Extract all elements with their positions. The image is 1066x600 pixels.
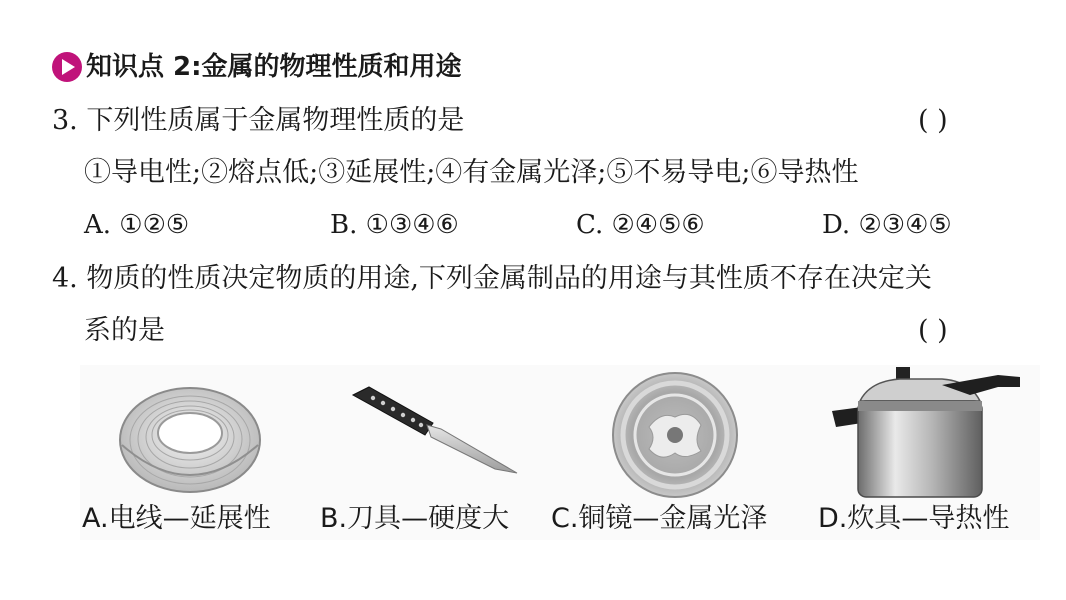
- q4-answer-paren: ( ): [918, 315, 948, 346]
- q3-option-b: B. ①③④⑥: [330, 210, 459, 240]
- q4-caption-a: A.电线—延展性: [82, 503, 271, 534]
- q3-option-c: C. ②④⑤⑥: [576, 210, 705, 240]
- q4-stem-line1: 4. 物质的性质决定物质的用途,下列金属制品的用途与其性质不存在决定关: [52, 263, 932, 294]
- bronze-mirror-icon: [605, 365, 745, 505]
- section-heading: [52, 50, 462, 84]
- pressure-cooker-icon: [830, 365, 1030, 505]
- play-icon: [52, 52, 82, 82]
- q3-option-d: D. ②③④⑤: [822, 210, 952, 240]
- wire-coil-icon: [110, 365, 270, 505]
- section-heading-text: 知识点 2:金属的物理性质和用途: [86, 52, 462, 82]
- folding-knife-icon: [345, 365, 525, 505]
- q4-caption-c: C.铜镜—金属光泽: [551, 503, 768, 534]
- q4-stem-line2: 系的是: [84, 315, 165, 346]
- q4-caption-b: B.刀具—硬度大: [320, 503, 510, 534]
- q3-properties: ①导电性;②熔点低;③延展性;④有金属光泽;⑤不易导电;⑥导热性: [84, 157, 859, 188]
- q3-answer-paren: ( ): [918, 105, 948, 136]
- q4-caption-d: D.炊具—导热性: [818, 503, 1010, 534]
- q3-option-a: A. ①②⑤: [84, 210, 190, 240]
- q3-stem: 3. 下列性质属于金属物理性质的是: [52, 105, 465, 136]
